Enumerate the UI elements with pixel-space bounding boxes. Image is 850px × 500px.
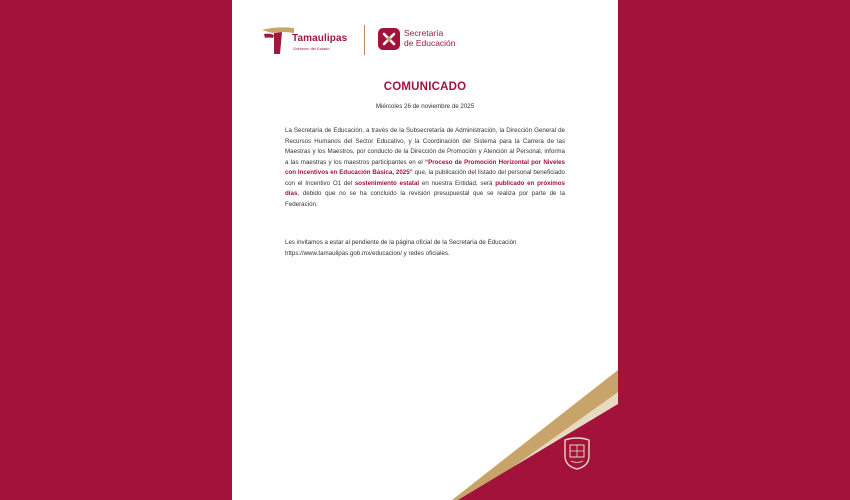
secretaria-line2: de Educación	[404, 38, 456, 48]
p1-text-g: , debido que no se ha concluido la revisión presupuestal que se realiza por parte de la Federación.	[285, 190, 565, 208]
secretaria-text	[404, 28, 456, 48]
decorative-corner	[232, 370, 618, 500]
document-page	[232, 0, 618, 500]
paragraph-invitation	[285, 238, 565, 259]
p1-sostenimiento: sostenimiento estatal	[354, 179, 420, 187]
brand-subtitle: Gobierno del Estado	[293, 46, 330, 51]
p1-publicado: publicado en próximos días	[285, 179, 566, 197]
secretaria-educacion-logo-icon	[378, 28, 400, 50]
p1-text-c: que, la publicación del listado del personal beneficiado con el Incentivo O1 del	[285, 169, 565, 187]
secretaria-logo	[378, 28, 508, 52]
p1-text-e: en nuestra Entidad, será	[419, 179, 496, 187]
header-divider	[364, 25, 365, 55]
tamaulipas-t-logo-icon	[260, 24, 296, 56]
document-title: COMUNICADO	[383, 81, 467, 93]
p1-text-a: La Secretaría de Educación, a través de la Subsecretaría de Administración, la Dirección General de Recursos Humanos del Sector Educativo, y la Coordinación del Sistema para la Carrera de las Maestras y los Maestros, por conducto de la Dirección de Promoción y Atención al Personal, informa a las maestras y los maestros participantes en el	[285, 127, 565, 166]
document-date: Miércoles 26 de noviembre de 2025	[375, 103, 475, 110]
paragraph-announcement	[285, 126, 565, 210]
brand-name: Tamaulipas	[292, 33, 348, 44]
p1-process-name: “Proceso de Promoción Horizontal por Niveles con Incentivos en Educación Básica, 2025”	[285, 158, 566, 176]
state-seal-icon	[562, 436, 592, 470]
p2-text-a: Les invitamos a estar al pendiente de la página oficial de la Secretaría de Educación	[285, 239, 517, 246]
p2-link-line: https://www.tamaulipas.gob.mx/educacion/ y redes oficiales.	[285, 249, 450, 257]
tamaulipas-logo	[260, 24, 358, 58]
secretaria-line1: Secretaría	[404, 28, 444, 38]
